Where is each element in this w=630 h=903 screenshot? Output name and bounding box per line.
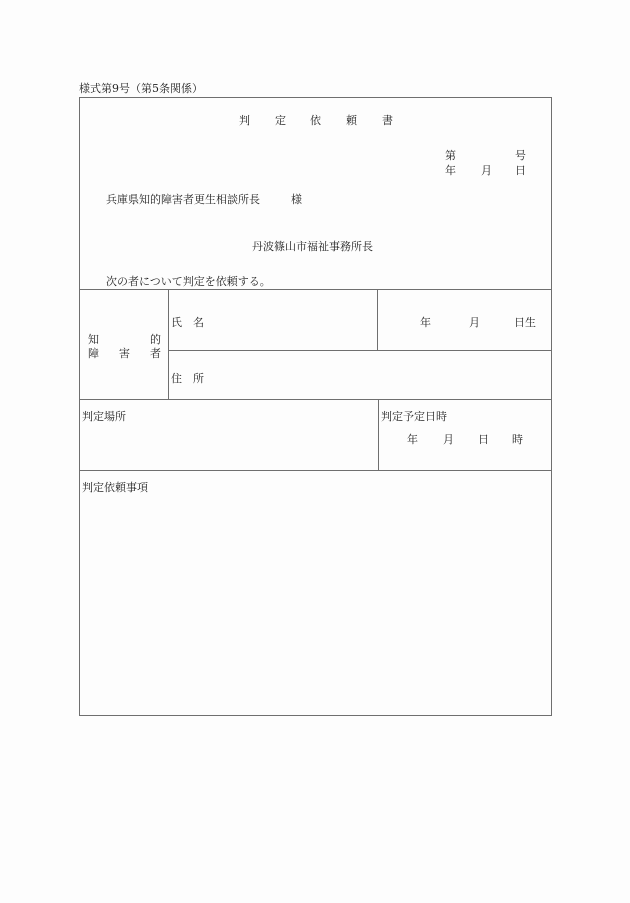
addressee-honorific: 様 [291, 193, 302, 206]
box-right-border [551, 97, 552, 716]
form-label: 様式第9号（第5条関係） [79, 82, 203, 95]
subject-label-char: 者 [150, 347, 161, 360]
schedule-bottom-border [79, 470, 552, 471]
intro-text: 次の者について判定を依頼する。 [106, 275, 271, 288]
addressee-name: 兵庫県知的障害者更生相談所長 [106, 193, 260, 206]
title-char: 書 [382, 114, 393, 127]
title-char: 依 [310, 114, 321, 127]
subject-label-divider [168, 289, 169, 399]
schedule-hour: 時 [512, 433, 523, 446]
place-schedule-divider [378, 399, 379, 470]
name-birth-divider [377, 289, 378, 350]
name-field[interactable] [210, 292, 374, 348]
date-day: 日 [515, 164, 526, 177]
number-suffix: 号 [515, 149, 526, 162]
address-label: 住 [171, 372, 182, 385]
address-label: 所 [193, 372, 204, 385]
subject-label-char: 的 [150, 333, 161, 346]
address-field[interactable] [210, 353, 548, 397]
date-month: 月 [481, 164, 492, 177]
birth-day: 日生 [514, 316, 536, 329]
schedule-day: 日 [478, 433, 489, 446]
title-char: 判 [239, 114, 250, 127]
title-char: 定 [275, 114, 286, 127]
subject-label-char: 知 [88, 333, 99, 346]
date-year: 年 [445, 164, 456, 177]
subject-bottom-border [79, 399, 552, 400]
schedule-label: 判定予定日時 [381, 410, 447, 423]
name-label: 名 [193, 316, 204, 329]
subject-label-char: 害 [119, 347, 130, 360]
birth-month: 月 [469, 316, 480, 329]
name-address-divider [168, 350, 552, 351]
box-top-border [79, 97, 552, 98]
matters-label: 判定依頼事項 [82, 481, 148, 494]
place-field[interactable] [82, 424, 375, 468]
schedule-year: 年 [407, 433, 418, 446]
matters-field[interactable] [82, 496, 548, 712]
subject-top-border [79, 289, 552, 290]
place-label: 判定場所 [82, 410, 126, 423]
number-prefix: 第 [445, 149, 456, 162]
box-bottom-border [79, 715, 552, 716]
name-label: 氏 [171, 316, 182, 329]
birth-year: 年 [420, 316, 431, 329]
schedule-month: 月 [443, 433, 454, 446]
subject-label-char: 障 [88, 347, 99, 360]
title-char: 頼 [346, 114, 357, 127]
box-left-border [79, 97, 80, 716]
sender-name: 丹波篠山市福祉事務所長 [252, 240, 373, 253]
